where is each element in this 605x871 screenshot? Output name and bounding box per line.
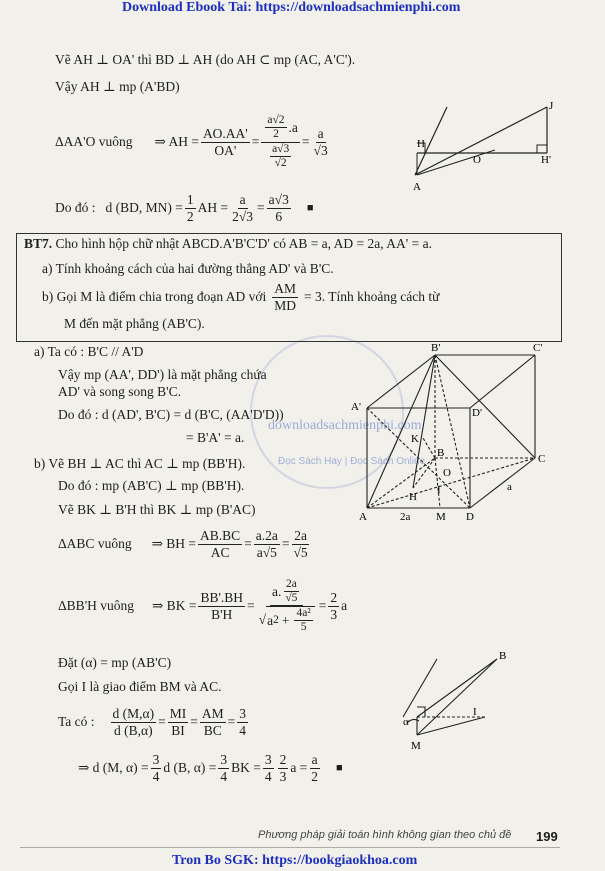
sol-b-l2: Do đó : mp (AB'C) ⊥ mp (BB'H). <box>58 478 245 493</box>
frac-num: a <box>239 191 246 207</box>
fig2-label-a1: A' <box>351 401 361 413</box>
footer-link[interactable]: Tron Bo SGK: https://bookgiaokhoa.com <box>172 853 418 868</box>
frac-den: BI <box>171 722 185 738</box>
bbh-tail: a <box>341 598 348 613</box>
den-plus: + <box>281 612 290 628</box>
fig2-label-c1: C' <box>533 342 543 354</box>
frac-num: a.2a <box>255 527 278 543</box>
frac-den: 4 <box>264 768 272 784</box>
dodo-mid: AH = <box>197 200 229 215</box>
frac-num: 4a² <box>294 607 312 621</box>
frac-den: BC <box>203 722 222 738</box>
sol-b-l1: b) Vẽ BH ⊥ AC thì AC ⊥ mp (BB'H). <box>34 456 246 471</box>
frac-den: AC <box>210 544 230 560</box>
frac-num: a <box>317 125 324 141</box>
frac-num: BB'.BH <box>200 589 244 605</box>
frac-num: 3 <box>152 751 160 767</box>
frac-num: 1 <box>186 191 194 207</box>
bt7-statement: Cho hình hộp chữ nhật ABCD.A'B'C'D' có AB = a, AD = 2a, AA' = a. <box>55 236 432 251</box>
eq-bh: ΔABC vuông ⇒ BH = $\frac{AB.BC}{AC}$ = $\frac{a.2a}{a√5}$ = $\frac{2a}{√5}$ <box>58 527 308 560</box>
taco-label: Ta có : <box>58 714 95 729</box>
fig1-label-h: H <box>417 138 425 150</box>
abc-lhs: ⇒ BH = <box>151 536 197 551</box>
frac-den: 6 <box>275 208 283 224</box>
frac-num: 3 <box>264 751 272 767</box>
frac-den: OA' <box>214 142 237 158</box>
frac-den: 4 <box>239 722 247 738</box>
i-def: Gọi I là giao điểm BM và AC. <box>58 679 222 694</box>
eq-bk: ΔBB'H vuông ⇒ BK = $\frac{BB'.BH}{B'H}$ = a. $\frac{2a}{√5}$ √ a 2 + $\frac{\text{4a²}}{5}$ = $\frac{2}{3}$ a <box>58 577 348 634</box>
frac-den: 4 <box>152 768 160 784</box>
frac-num: a√2 <box>265 114 286 128</box>
bt7-b-pre: b) Gọi M là điểm chia trong đoạn AD với <box>42 289 267 304</box>
fig1-label-o: O <box>473 154 481 166</box>
bbh-lhs: ⇒ BK = <box>152 598 197 613</box>
bbh-frac2: a. $\frac{2a}{√5}$ √ a 2 + $\frac{\text{4a²}}{5}$ <box>257 578 317 635</box>
tri1-lhs: ⇒ AH = <box>154 134 199 149</box>
fig2-label-h: H <box>409 491 417 503</box>
frac-num: 3 <box>220 751 228 767</box>
eq-final <box>78 748 343 788</box>
top-line1: Vẽ AH ⊥ OA' thì BD ⊥ AH (do AH ⊂ mp (AC, A'C'). <box>55 52 356 67</box>
watermark-text: downloadsachmienphi.com <box>268 418 422 433</box>
fig2-label-2a: 2a <box>400 511 411 523</box>
bt7-title: BT7. <box>24 236 53 251</box>
frac-num: a√3 <box>270 143 291 157</box>
frac-den: B'H <box>211 606 233 622</box>
frac-num: AM <box>274 280 296 296</box>
frac-den: 5 <box>300 621 307 634</box>
sol-a-l5: = B'A' = a. <box>186 430 245 445</box>
bbh-label: ΔBB'H vuông <box>58 598 134 613</box>
end-mark: ■ <box>306 202 314 214</box>
fin-mid: d (B, α) = <box>163 760 217 775</box>
fig2-label-i: I <box>437 484 441 496</box>
frac-num: 2 <box>330 589 338 605</box>
fig3-label-alpha: α <box>403 716 409 728</box>
footer-rule <box>20 847 560 848</box>
frac-num: 3 <box>239 705 247 721</box>
fig1-label-j: J <box>549 100 554 112</box>
frac-den: d (B,α) <box>114 722 153 738</box>
eq-ratio: Ta có : $\frac{d (M,\alpha)}{d (B,\alpha)}$ = $\frac{MI}{BI}$ = $\frac{AM}{BC}$ = $\frac{3}{4}$ <box>58 705 247 738</box>
tri1-frac1 <box>201 126 250 158</box>
frac-num: AM <box>201 705 224 721</box>
frac-den: 2 <box>273 128 279 141</box>
frac-num: 2a <box>294 527 307 543</box>
fig1-label-a: A <box>413 181 421 193</box>
fig2-label-a-len: a <box>507 481 512 493</box>
eq-ah: ΔAA'O vuông ⇒ AH = $\frac{AO.AA'}{OA'}$ = $\frac{a√2}{2}$ .a $\frac{a√3}{√2}$ = $\frac{a}{√3}$ <box>55 114 328 169</box>
fin-lhs: ⇒ d (M, α) = <box>78 760 149 775</box>
fig2-label-m: M <box>436 511 446 523</box>
frac-den: 3 <box>330 606 338 622</box>
sol-a-l2: Vậy mp (AA', DD') là mặt phẳng chứa <box>58 367 267 382</box>
eq-dodo: Do đó : d (BD, MN) = $\frac{1}{2}$ AH = $\frac{a}{2√3}$ = $\frac{a√3}{6}$ ■ <box>55 191 314 224</box>
frac-den: 4 <box>220 768 228 784</box>
dodo-lhs: d (BD, MN) = <box>105 200 183 215</box>
figure-2 <box>345 340 560 525</box>
fig3-label-b: B <box>499 650 507 662</box>
top-line2: Vậy AH ⊥ mp (A'BD) <box>55 79 180 94</box>
frac-den: 2 <box>311 768 319 784</box>
frac-num: a√3 <box>268 191 289 207</box>
footer-text: Phương pháp giải toán hình không gian theo chủ đề <box>258 829 512 841</box>
fig1-label-h2: H' <box>541 154 551 166</box>
frac-num: 2 <box>279 751 287 767</box>
fig2-label-k: K <box>411 433 419 445</box>
bt7-part-a: a) Tính khoảng cách của hai đường thẳng AD' và B'C. <box>42 261 334 276</box>
watermark-subtext: Đọc Sách Hay | Đọc Sách Online <box>278 456 426 467</box>
sol-a-l3: AD' và song song B'C. <box>58 384 181 399</box>
figure-3 <box>385 645 515 755</box>
frac-num: 2a <box>284 578 299 592</box>
end-mark-2: ■ <box>336 762 343 774</box>
frac-num: a <box>311 751 318 767</box>
frac-num: AB.BC <box>200 527 241 543</box>
frac-tail: .a <box>288 120 298 136</box>
frac-den: √5 <box>293 544 308 560</box>
abc-label: ΔABC vuông <box>58 536 132 551</box>
frac-num: MI <box>169 705 187 721</box>
tri1-label: ΔAA'O vuông <box>55 134 133 149</box>
fig3-label-i: I <box>473 706 477 718</box>
frac-den: a√5 <box>256 544 277 560</box>
sol-b-l3: Vẽ BK ⊥ B'H thì BK ⊥ mp (B'AC) <box>58 502 256 517</box>
frac-den: √2 <box>274 156 287 169</box>
bt7-b-line2: M đến mặt phẳng (AB'C). <box>64 316 205 331</box>
fig2-label-d1: D' <box>472 407 482 419</box>
sol-a-l4: Do đó : d (AD', B'C) = d (B'C, (AA'D'D)) <box>58 407 284 422</box>
fig2-label-o: O <box>443 467 451 479</box>
frac-num: AO.AA' <box>202 125 248 141</box>
bt7-b-post: = 3. Tính khoảng cách từ <box>304 289 440 304</box>
tri1-frac3 <box>312 126 330 158</box>
fig3-label-m: M <box>411 740 421 752</box>
alpha-def: Đặt (α) = mp (AB'C) <box>58 655 172 670</box>
fig2-label-d: D <box>466 511 474 523</box>
bt7-part-b <box>42 282 439 312</box>
fig2-label-b: B <box>437 447 445 459</box>
frac-den: 2 <box>186 208 194 224</box>
frac-num: d (M,α) <box>112 705 155 721</box>
tri1-frac2 <box>261 114 300 170</box>
figure-1 <box>395 95 560 210</box>
fin-a: a = <box>290 760 308 775</box>
dodo-label: Do đó : <box>55 200 96 215</box>
frac-den: 3 <box>279 768 287 784</box>
header-link[interactable]: Download Ebook Tai: https://downloadsachmienphi.com <box>122 0 461 15</box>
frac-den: √5 <box>285 591 298 604</box>
fin-bk: BK = <box>231 760 261 775</box>
frac-den: 2√3 <box>232 208 254 224</box>
fig2-label-b1: B' <box>431 342 441 354</box>
bt7-line1 <box>24 236 432 252</box>
page-number: 199 <box>536 829 558 844</box>
frac-den: √3 <box>313 142 328 158</box>
frac-num-a: a. <box>271 583 282 599</box>
fig2-label-a: A <box>359 511 367 523</box>
den-a: a <box>267 612 274 628</box>
frac-den: MD <box>274 297 296 313</box>
fig2-label-c: C <box>538 453 546 465</box>
sol-a-l1: a) Ta có : B'C // A'D <box>34 344 144 359</box>
